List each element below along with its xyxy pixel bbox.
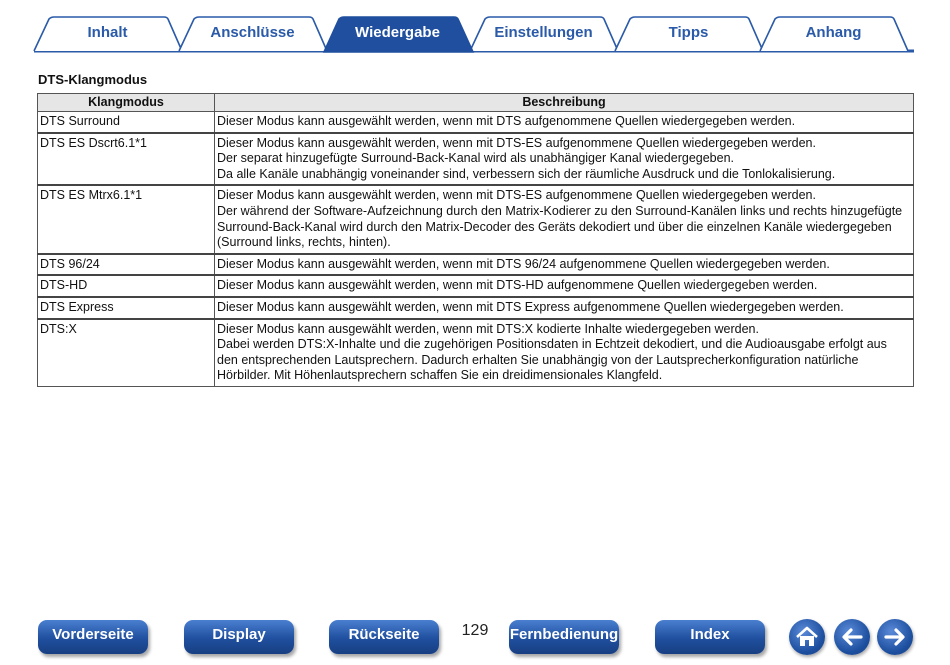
mode-cell: DTS 96/24	[38, 254, 215, 276]
description-line: Dieser Modus kann ausgewählt werden, wenn mit DTS-HD aufgenommene Quellen wiedergegeben werden.	[217, 278, 818, 293]
table-row	[38, 112, 914, 133]
mode-cell: DTS Express	[38, 297, 215, 319]
description-line: Dieser Modus kann ausgewählt werden, wenn mit DTS:X kodierte Inhalte wiedergegeben werden.	[217, 321, 759, 336]
tab-wiedergabe[interactable]: Wiedergabe	[355, 24, 440, 41]
tab-bar	[0, 0, 950, 56]
description-line: Dieser Modus kann ausgewählt werden, wenn mit DTS Express aufgenommene Quellen wiedergegeben werden.	[217, 299, 844, 314]
mode-cell: DTS-HD	[38, 275, 215, 297]
description-cell	[215, 112, 914, 133]
tab-inhalt[interactable]: Inhalt	[87, 24, 128, 41]
description-line: Dieser Modus kann ausgewählt werden, wenn mit DTS aufgenommene Quellen wiedergegeben werden.	[217, 114, 796, 128]
description-line: Dabei werden DTS:X-Inhalte und die zugehörigen Positionsdaten in Echtzeit dekodiert, und die Audioausgabe erfolgt aus den entsprechenden Lautsprechern. Dadurch erhalten Sie unabhängig von der Lautsprecherkonfiguration natürliche Hörbilder. Mit Höhenlautsprechern schaffen Sie ein dreidimensionales Klangfeld.	[217, 337, 887, 383]
section-title: DTS-Klangmodus	[38, 72, 148, 87]
fernbedienung-button[interactable]: Fernbedienung	[509, 620, 619, 654]
forward-button[interactable]	[877, 619, 913, 655]
description-line: Der während der Software-Aufzeichnung durch den Matrix-Kodierer zu den Surround-Kanälen links und rechts hinzugefügte Surround-Back-Kanal wird durch den Matrix-Decoder des Geräts dekodiert und über die einzelnen Kanäle wiedergegeben (Surround links, rechts, hinten).	[217, 203, 903, 250]
table-header-row	[38, 94, 914, 112]
display-button[interactable]: Display	[184, 620, 294, 654]
description-cell	[215, 275, 914, 297]
table-row	[38, 254, 914, 276]
mode-cell: DTS:X	[38, 319, 215, 387]
description-line: Dieser Modus kann ausgewählt werden, wenn mit DTS-ES aufgenommene Quellen wiedergegeben werden.	[217, 135, 816, 150]
column-header-description: Beschreibung	[215, 94, 914, 112]
sound-mode-table	[37, 93, 914, 387]
mode-cell: DTS Surround	[38, 112, 215, 133]
description-line: Dieser Modus kann ausgewählt werden, wenn mit DTS 96/24 aufgenommene Quellen wiedergegeben werden.	[217, 256, 830, 271]
description-line: Der separat hinzugefügte Surround-Back-Kanal wird als unabhängiger Kanal wiedergegeben.	[217, 151, 734, 166]
vorderseite-button[interactable]: Vorderseite	[38, 620, 148, 654]
index-button[interactable]: Index	[655, 620, 765, 654]
description-cell	[215, 319, 914, 387]
description-cell	[215, 133, 914, 186]
table-row	[38, 185, 914, 253]
table-row	[38, 319, 914, 387]
table-row	[38, 133, 914, 186]
mode-cell: DTS ES Dscrt6.1*1	[38, 133, 215, 186]
page-number: 129	[461, 622, 489, 639]
tab-tipps[interactable]: Tipps	[668, 24, 709, 41]
home-button[interactable]	[789, 619, 825, 655]
arrow-left-icon	[834, 619, 870, 655]
back-button[interactable]	[834, 619, 870, 655]
description-cell	[215, 254, 914, 276]
table-row	[38, 297, 914, 319]
tab-einstellungen[interactable]: Einstellungen	[494, 24, 593, 41]
description-cell	[215, 185, 914, 253]
description-line: Dieser Modus kann ausgewählt werden, wenn mit DTS-ES aufgenommene Quellen wiedergegeben werden.	[217, 188, 816, 203]
tab-anschluesse[interactable]: Anschlüsse	[210, 24, 295, 41]
arrow-right-icon	[877, 619, 913, 655]
mode-cell: DTS ES Mtrx6.1*1	[38, 185, 215, 253]
column-header-mode: Klangmodus	[38, 94, 215, 112]
description-line: Da alle Kanäle unabhängig voneinander sind, verbessern sich der räumliche Ausdruck und die Tonlokalisierung.	[217, 166, 836, 181]
home-icon	[789, 619, 825, 655]
description-cell	[215, 297, 914, 319]
table-row	[38, 275, 914, 297]
tab-anhang[interactable]: Anhang	[805, 24, 862, 41]
rueckseite-button[interactable]: Rückseite	[329, 620, 439, 654]
